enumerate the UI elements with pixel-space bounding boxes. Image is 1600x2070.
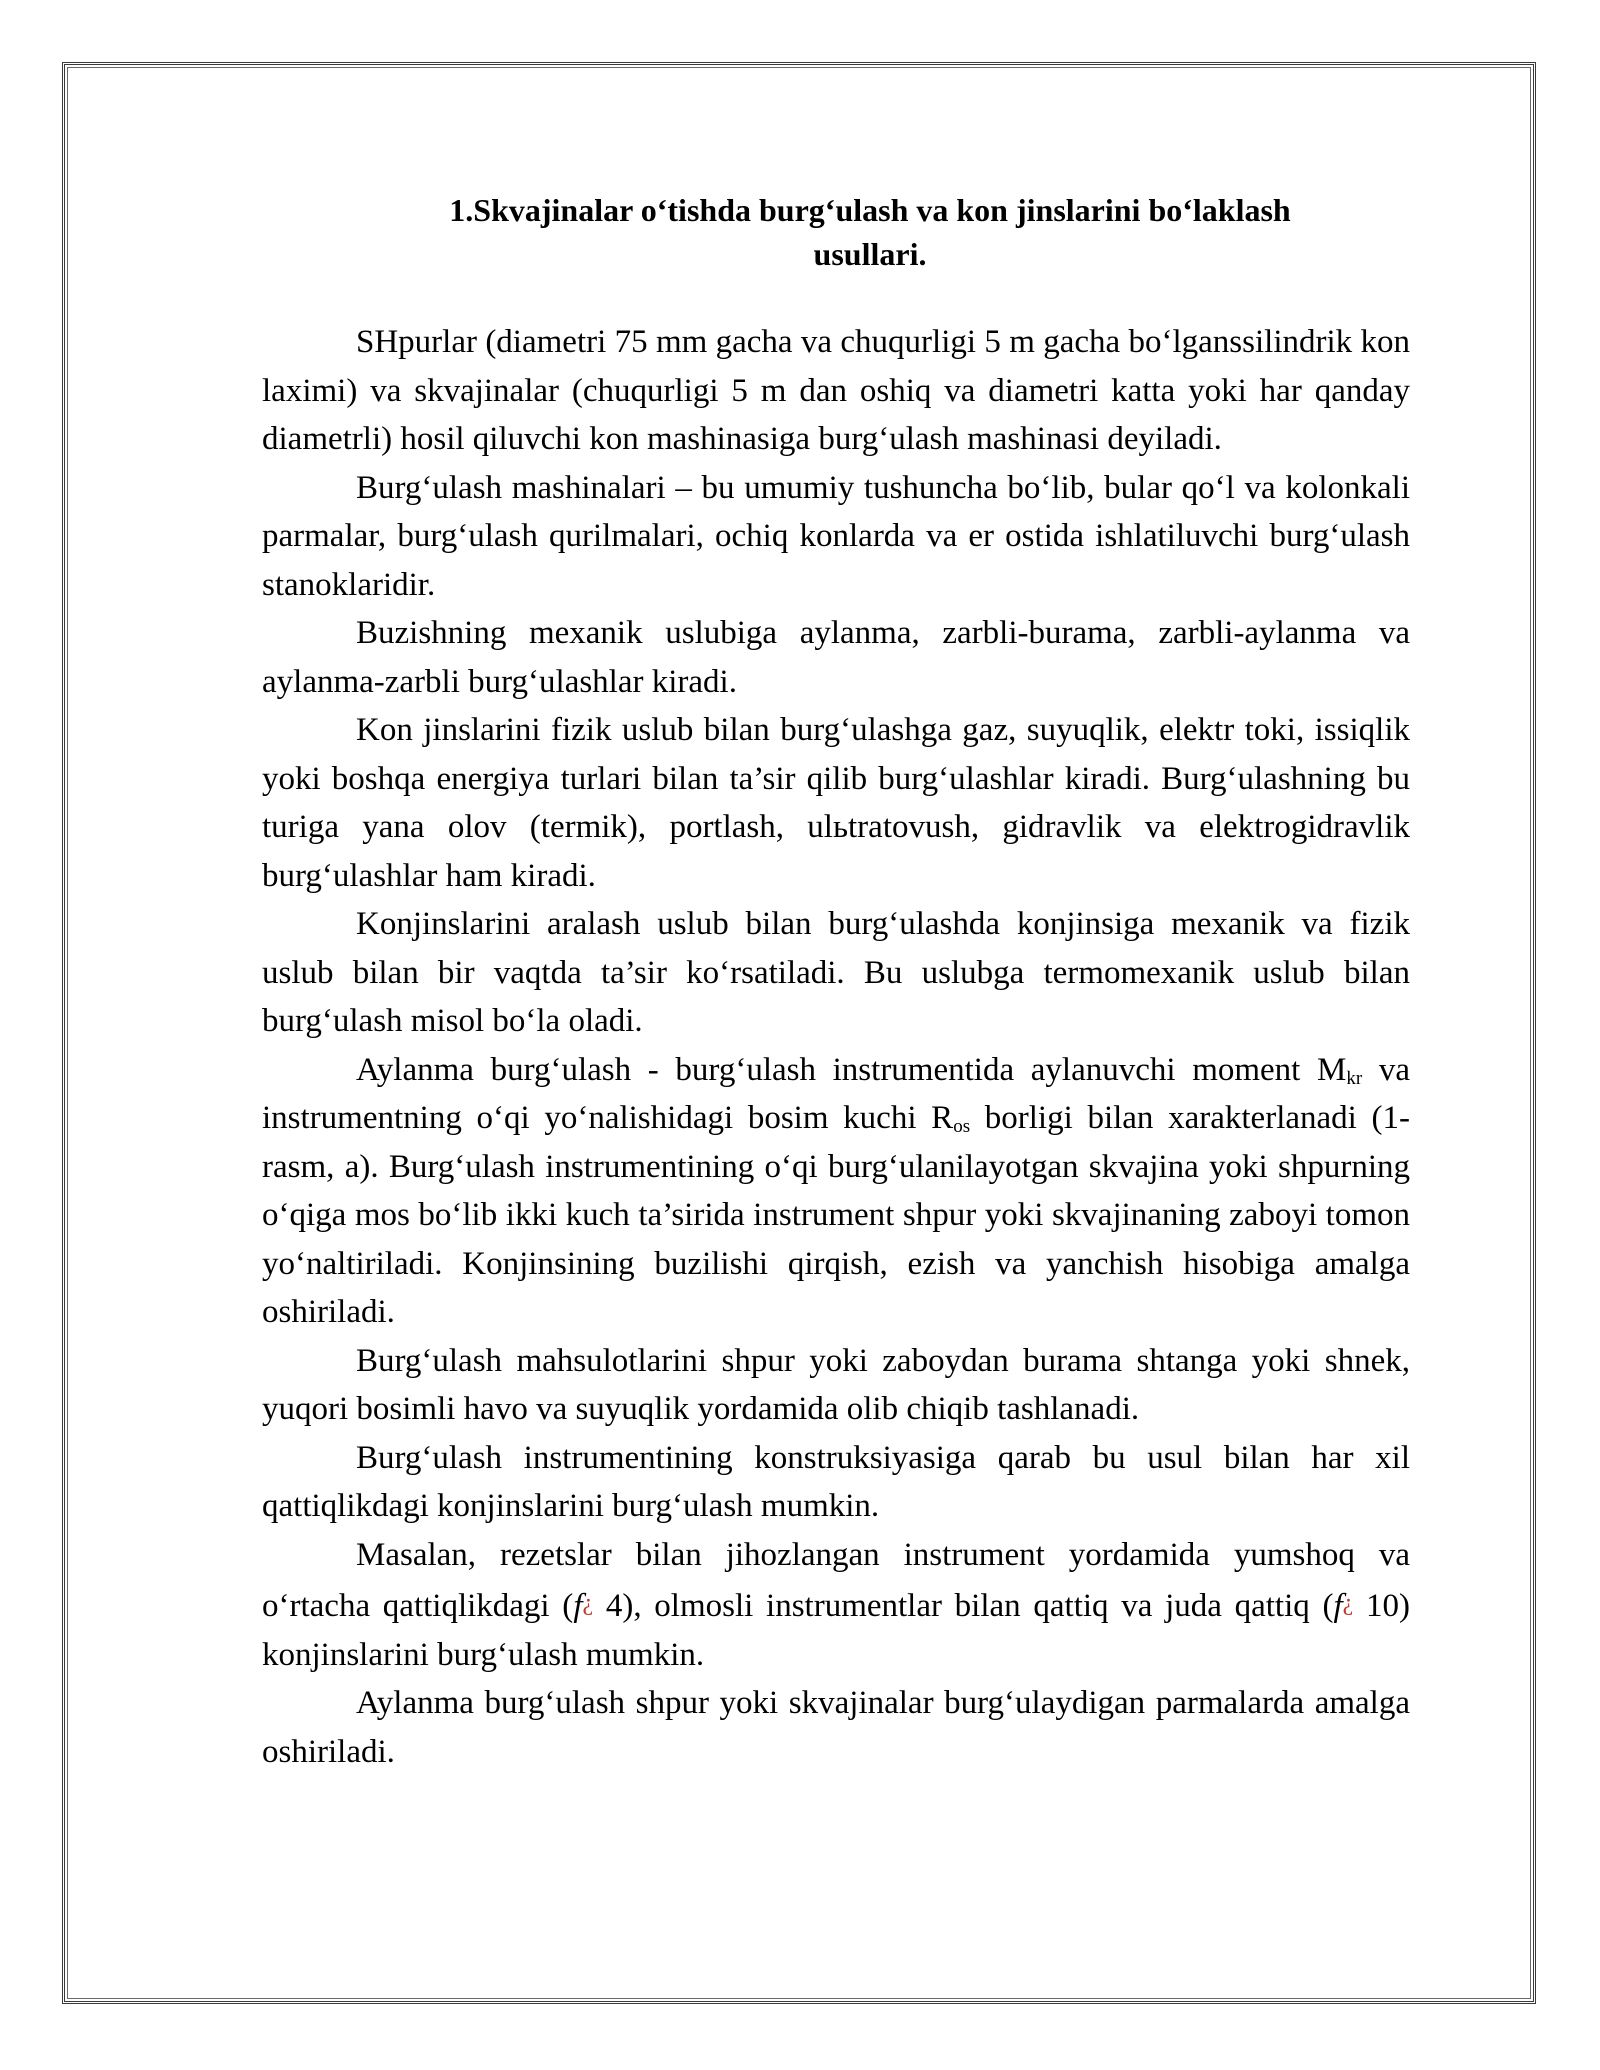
paragraph-9-part-a: Masalan, rezetslar bilan jihozlangan instrument yordamida yumshoq va o‘rtacha qattiqlikdagi ( xyxy=(262,1536,1410,1624)
paragraph-2: Burg‘ulash mashinalari – bu umumiy tushuncha bo‘lib, bular qo‘l va kolonkali parmalar, burg‘ulash qurilmalari, ochiq konlarda va er ostida ishlatiluvchi burg‘ulash stanoklaridir. xyxy=(262,469,1410,603)
paragraph-1: SHpurlar (diametri 75 mm gacha va chuqurligi 5 m gacha bo‘lganssilindrik kon laximi) va skvajinalar (chuqurligi 5 m dan oshiq va diametri katta yoki har qanday diametrli) hosil qiluvchi kon mashinasiga burg‘ulash mashinasi deyiladi. xyxy=(262,324,1410,457)
paragraph-9 xyxy=(262,1531,1410,1680)
hardness-symbol-1: f xyxy=(573,1588,583,1624)
broken-glyph-1: ¿ xyxy=(582,1590,594,1616)
paragraph-6 xyxy=(262,1046,1410,1337)
paragraph-4: Kon jinslarini fizik uslub bilan burg‘ulashga gaz, suyuqlik, elektr toki, issiqlik yoki boshqa energiya turlari bilan ta’sir qilib burg‘ulashlar kiradi. Burg‘ulashning bu turiga yana olov (termik), portlash, ulьtratovush, gidravlik va elektrogidravlik burg‘ulashlar ham kiradi. xyxy=(262,712,1410,894)
section-title xyxy=(330,188,1410,276)
section-title-line-1: 1.Skvajinalar o‘tishda burg‘ulash va kon jinslarini bo‘laklash xyxy=(449,192,1291,228)
paragraph-6-part-b: va instrumentning o‘qi yo‘nalishidagi bosim kuchi R xyxy=(262,1051,1410,1136)
moment-subscript: kr xyxy=(1346,1067,1363,1089)
paragraph-6-part-a: Aylanma burg‘ulash - burg‘ulash instrumentida aylanuvchi moment M xyxy=(356,1051,1347,1088)
force-subscript: os xyxy=(953,1116,971,1137)
document-body xyxy=(262,318,1410,1776)
paragraph-9-part-c: 10) konjinslarini burg‘ulash mumkin. xyxy=(262,1588,1410,1673)
paragraph-5: Konjinslarini aralash uslub bilan burg‘ulashda konjinsiga mexanik va fizik uslub bilan bir vaqtda ta’sir ko‘rsatiladi. Bu uslubga termomexanik uslub bilan burg‘ulash misol bo‘la oladi. xyxy=(262,906,1410,1039)
paragraph-7: Burg‘ulash mahsulotlarini shpur yoki zaboydan burama shtanga yoki shnek, yuqori bosimli havo va suyuqlik yordamida olib chiqib tashlanadi. xyxy=(262,1342,1410,1427)
broken-glyph-2: ¿ xyxy=(1342,1590,1354,1616)
hardness-symbol-2: f xyxy=(1333,1588,1343,1624)
paragraph-8: Burg‘ulash instrumentining konstruksiyasiga qarab bu usul bilan har xil qattiqlikdagi konjinslarini burg‘ulash mumkin. xyxy=(262,1439,1410,1524)
paragraph-10: Aylanma burg‘ulash shpur yoki skvajinalar burg‘ulaydigan parmalarda amalga oshiriladi. xyxy=(262,1685,1410,1770)
paragraph-3: Buzishning mexanik uslubiga aylanma, zarbli-burama, zarbli-aylanma va aylanma-zarbli burg‘ulashlar kiradi. xyxy=(262,615,1410,700)
paragraph-6-part-c: borligi bilan xarakterlanadi (1-rasm, a). Burg‘ulash instrumentining o‘qi burg‘ulanilayotgan skvajina yoki shpurning o‘qiga mos bo‘lib ikki kuch ta’sirida instrument shpur yoki skvajinaning zaboyi tomon yo‘naltiriladi. Konjinsining buzilishi qirqish, ezish va yanchish hisobiga amalga oshiriladi. xyxy=(262,1100,1410,1330)
section-title-line-2: usullari. xyxy=(813,236,927,272)
paragraph-9-part-b: 4), olmosli instrumentlar bilan qattiq va juda qattiq ( xyxy=(593,1588,1334,1624)
